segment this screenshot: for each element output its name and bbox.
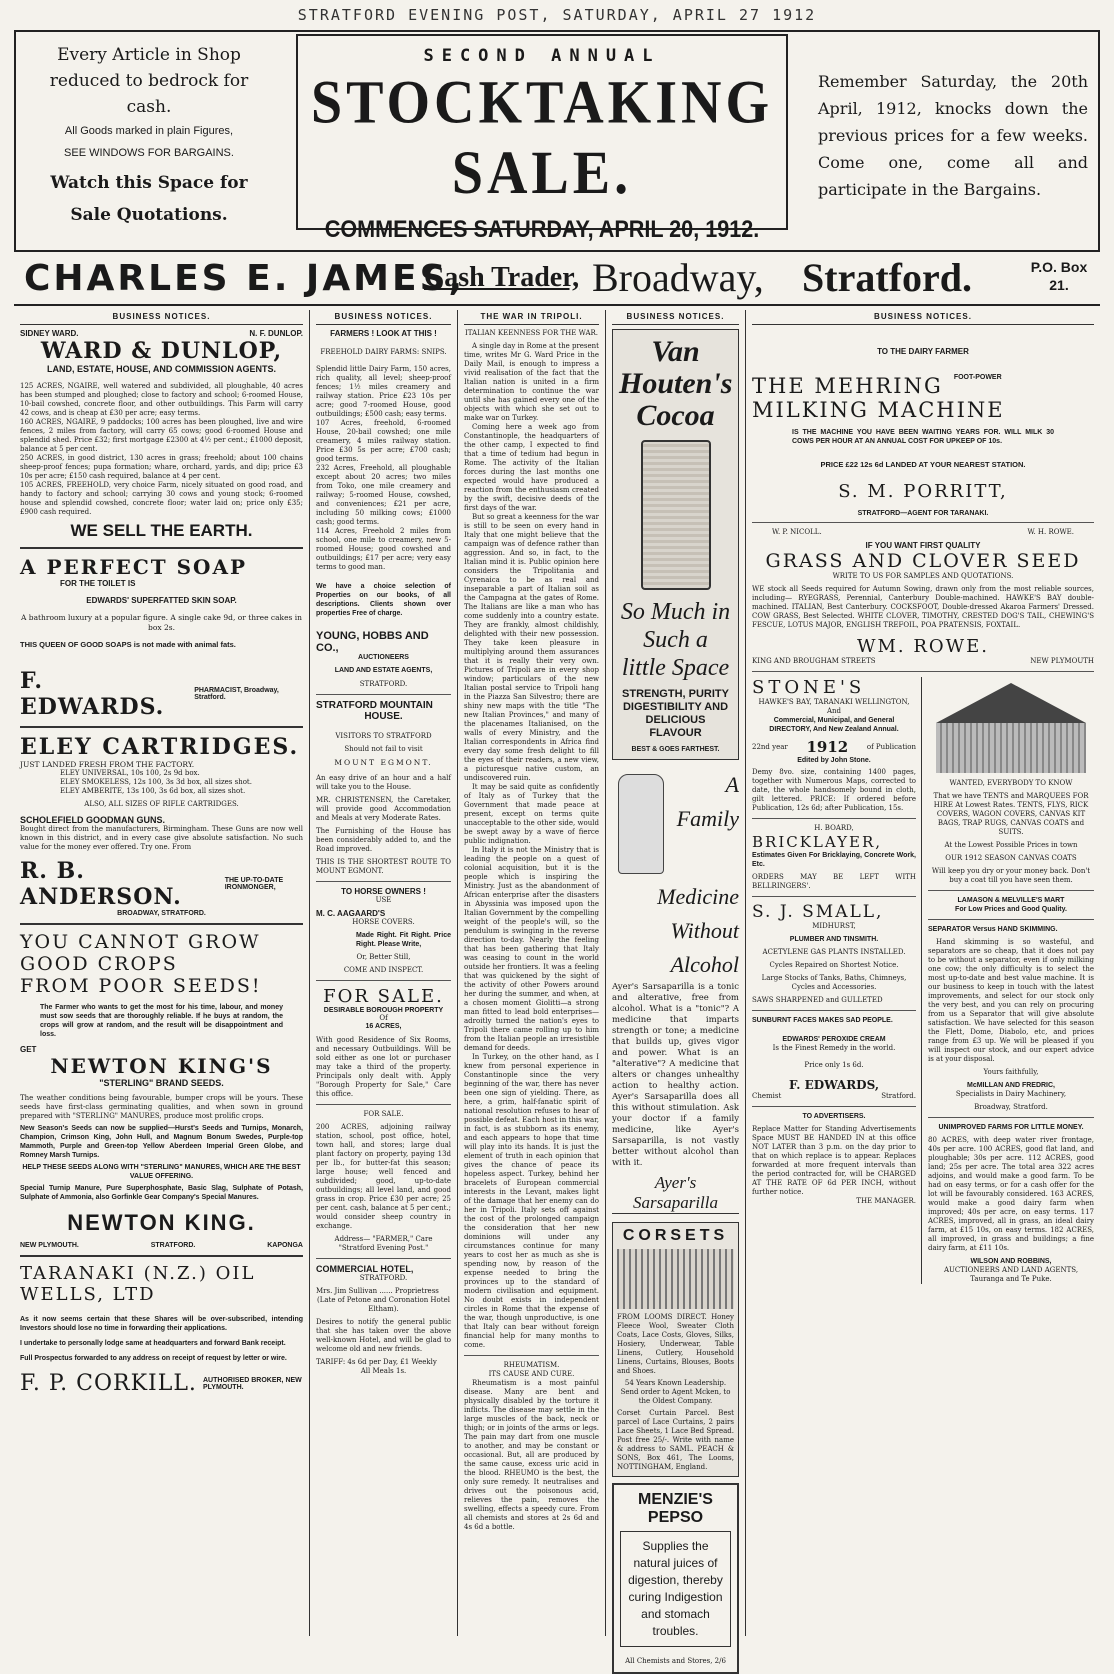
anderson-address: BROADWAY, STRATFORD. xyxy=(117,910,206,917)
seeds-title: YOU CANNOT GROW GOOD CROPS xyxy=(20,931,261,975)
lamason-sub: For Low Prices and Good Quality. xyxy=(955,906,1067,913)
farm-listing: 250 ACRES, in good district, 130 acres in grass; freehold; about 100 chains sheep-proof fences; pupa formation; whare, orchard, yards, and dip; price £3 10s per acre; £150 cash required, balance at 4 per cent. xyxy=(20,454,303,480)
column-header: BUSINESS NOTICES. xyxy=(752,312,1094,325)
farm-listing: 125 ACRES, NGAIRE, well watered and subdivided, all ploughable, 40 acres has been stumped and ploughed; close to factory and school; 6-roomed House, 10-bail cowshed, concrete floor, and other outbuildings. This Farm will carry 42 cows, and is cheap at £30 per acre; easy terms. xyxy=(20,382,303,417)
column-3 xyxy=(458,310,606,1636)
mcmillan-address: Broadway, Stratford. xyxy=(974,1103,1048,1111)
wilson-robbins-address: Tauranga and Te Puke. xyxy=(970,1275,1052,1283)
column-header: BUSINESS NOTICES. xyxy=(612,312,739,325)
column-header: THE WAR IN TRIPOLI. xyxy=(464,312,599,325)
war-paragraph: But so great a keenness for the war is still to be seen on every hand in Italy that one might believe that the campaign was of defence rather than aggression. And so, in fact, to the Italian mind it is. Public opinion here considers the Tripolitania and Cyrenaica to be as real and inseparable a part of Italian soil as the Campagna at the gates of Rome. The Italians are like a man who has come suddenly into a country estate. They are frankly, almost childishly, delighted with their new possession. They take keen pleasure in multiplying around them assurances that it is really their very own. Pictures of Tripoli are in every shop window; particulars of the new Italian postal service to Tripoli hang in the Piazza San Silvestro; there are shiny new maps with the title "The new Italian Provinces," and many of the placenames Italianised, on the walls of every Ministry, and the Italian correspondents in Africa find every day some fresh delight to fill the eyes of their readers, a new view, a picturesque native custom, an undiscovered ruin. xyxy=(464,513,599,782)
mh-line: Should not fail to visit xyxy=(344,745,423,753)
family-line: Without xyxy=(670,918,739,943)
board-title: H. BOARD, xyxy=(814,824,854,832)
grass-clover-sub: WRITE TO US FOR SAMPLES AND QUOTATIONS. xyxy=(832,572,1014,580)
stones-editor: Edited by John Stone. xyxy=(797,757,871,764)
for-sale-2-text: 200 ACRES, adjoining railway station, school, post office, hotel, town hall, and stores; large dual plant factory on property, paying 13d per lb., for butter-fat this season; large house; well fenced and subdivided; good, up-to-date outbuildings; all level land, and good grass in crop. Price £30 per acre; 25 per cent. cash, balance at 5 per cent.; would consider sheep country in exchange. xyxy=(316,1122,451,1230)
for-sale-sub: Of xyxy=(379,1013,388,1022)
horse-covers-list: Made Right. Fit Right. Price Right. Please Write, xyxy=(356,931,451,948)
eley-line: ELEY UNIVERSAL, 10s 100, 2s 9d box. xyxy=(60,769,200,777)
column-1 xyxy=(14,310,310,1636)
column-4 xyxy=(606,310,746,1665)
young-hobbs-address: STRATFORD. xyxy=(359,680,408,688)
column-2 xyxy=(310,310,458,1636)
family-line: Medicine xyxy=(657,884,739,909)
corsets-text: 54 Years Known Leadership. Send order to Agent Mcken, to the Oldest Company. xyxy=(620,1379,731,1405)
corsets-title: CORSETS xyxy=(622,1227,729,1244)
bricklayer-title: BRICKLAYER, xyxy=(752,833,883,851)
sale-left-line: Sale Quotations. xyxy=(70,205,228,225)
separator-text: Hand skimming is so wasteful, and separators are so cheap, that it does not pay to be without a separator, even if only milking one cow; the only difficulty is to select the most up-to-date and best value machine. It is our business to keep in touch with the latest improvements, and select for our stock only the very best, and you can rely on procuring from us a Separator that will give absolute satisfaction. We have selected for this season the Flett, Dome, Diabolo, etc, and prices range from £3 up. We will be pleased if you will inspect our stock, and our expert advice is at your disposal. xyxy=(928,938,1094,1063)
rheumatism-title: RHEUMATISM. xyxy=(503,1361,560,1369)
farm-snips-title: FREEHOLD DAIRY FARMS: SNIPS. xyxy=(320,348,447,356)
eley-title: ELEY CARTRIDGES. xyxy=(20,733,300,760)
eley-line: ELEY SMOKELESS, 12s 100, 3s 3d box, all sizes shot. xyxy=(60,778,252,786)
sale-left-line: reduced to bedrock for cash. xyxy=(49,71,249,117)
bricklayer-text: Estimates Given For Bricklaying, Concrete Work, Etc. xyxy=(752,852,916,868)
eley-sub: JUST LANDED FRESH FROM THE FACTORY. xyxy=(20,759,195,769)
soap-sub: FOR THE TOILET IS xyxy=(60,579,136,588)
rheumatism-sub: ITS CAUSE AND CURE. xyxy=(488,1370,575,1378)
farmers-look: FARMERS ! LOOK AT THIS ! xyxy=(330,329,437,338)
war-paragraph: It may be said quite as confidently of Italy as of Turkey that the Government that made peace at present, except on terms quite unacceptable to the other side, would be swept away by a wave of fierce public indignation. xyxy=(464,783,599,845)
rowe-address: NEW PLYMOUTH xyxy=(1030,657,1094,665)
sale-right-text: Remember Saturday, the 20th April, 1912, knocks down the previous prices for a few weeks. Come one, come all and participate in the Bargains. xyxy=(818,72,1088,199)
stones-text: Commercial, Municipal, and General DIRECTORY, And New Zealand Annual. xyxy=(769,717,899,733)
column-header: BUSINESS NOTICES. xyxy=(316,312,451,325)
mountain-house-title: STRATFORD MOUNTAIN xyxy=(316,700,433,711)
farm-listing: We have a choice selection of Properties on our books, of all descriptions. Clients shown over properties Free of charge. xyxy=(316,583,451,617)
cocoa-tin-icon xyxy=(641,440,711,590)
commercial-hotel-text: Desires to notify the general public that she has taken over the above well-known Hotel, and will be glad to welcome old and new friends. xyxy=(316,1317,451,1353)
for-sale-2-address: Address— "FARMER," Care "Stratford Evening Post." xyxy=(334,1234,433,1252)
mehring-text: IS THE MACHINE YOU HAVE BEEN WAITING YEARS FOR. WILL MILK 30 COWS PER HOUR AT AN ANNUAL COST FOR UPKEEP OF 10s. xyxy=(792,429,1054,445)
stocktaking-sale-ad xyxy=(14,30,1100,252)
seeds-text: The weather conditions being favourable, bumper crops will be yours. These seeds have first-class germinating qualities, and when sown in ground prepared with "STERLING" MANURES, produce most prolific crops. xyxy=(20,1094,303,1120)
stones-title: STONE'S xyxy=(752,677,866,698)
nk-town: NEW PLYMOUTH. xyxy=(20,1242,79,1249)
column-header: BUSINESS NOTICES. xyxy=(20,312,303,325)
seed-partner: W. H. ROWE. xyxy=(1027,528,1074,536)
family-line: A Family xyxy=(676,772,739,831)
mh-text: An easy drive of an hour and a half will take you to the House. xyxy=(316,773,451,791)
small-trade: PLUMBER AND TINSMITH. xyxy=(789,936,879,943)
banner-cash-trader: Cash Trader, xyxy=(424,262,580,293)
small-text: Large Stocks of Tanks, Baths, Chimneys, Cycles and Accessories. xyxy=(761,974,907,991)
mh-line: VISITORS TO STRATFORD xyxy=(335,732,432,740)
commercial-hotel-tariff: TARIFF: 4s 6d per Day, £1 Weekly xyxy=(316,1357,437,1366)
commercial-hotel-prop: Mrs. Jim Sullivan ...... Proprietress xyxy=(316,1286,439,1295)
corsets-text: FROM LOOMS DIRECT. Honey Fleece Wool, Sweater Cloth Coats, Lace Costs, Gloves, Silks, Hosiery, Underwear, Table Linens, Cutlery, Household Linens, Curtains, Blouses, Boots and Shoes. xyxy=(617,1313,734,1375)
for-sale-sub: DESIRABLE BOROUGH PROPERTY xyxy=(323,1006,444,1014)
newton-king-title: NEWTON KING'S xyxy=(50,1054,273,1078)
seeds-title: FROM POOR SEEDS! xyxy=(20,975,262,997)
bricklayer-orders: ORDERS MAY BE LEFT WITH BELLRINGERS'. xyxy=(752,873,916,890)
sale-left-line: All Goods marked in plain Figures, xyxy=(64,125,234,137)
van-houten-slogan: So Much in Such a little Space xyxy=(620,599,731,681)
dairy-farmer-title: TO THE DAIRY FARMER xyxy=(877,347,969,356)
stones-year-label: 22nd year xyxy=(752,742,788,751)
farm-listing: 232 Acres, Freehold, all ploughable except about 20 acres; two miles from Toko, one mile creamery and railway; 5-roomed House, cowshed, and conveniences; £21 per acre, including 50 milking cows; £1000 cash; good terms. xyxy=(316,464,451,526)
war-paragraph: In Italy it is not the Ministry that is leading the people on a quest of colonial acquisition, but it is the people which is inspiring the Ministry. Just as the abandonment of African enterprise after the disasters in Abyssinia was imposed upon the Italian Government by the compelling weight of the people's will, so the pendulum is swinging in the reverse direction to-day. Nearly the feeling that has been gathering that Italy was ceasing to count in the world outside her frontiers. It was a feeling that was quickened by the sight of the activity of other Powers around her during the summer, and when, at a chosen moment Giolitti—a strong man fitted to lead bold enterprises—adroitly turned the nation's eyes to Tripoli there came rolling up to him from the Italian people an irresistible demand for deeds. xyxy=(464,846,599,1052)
f-edwards-chemist: F. EDWARDS, xyxy=(788,1078,880,1092)
sale-left-line: SEE WINDOWS FOR BARGAINS. xyxy=(64,147,234,159)
seeds-get: GET xyxy=(20,1045,37,1054)
wm-rowe-title: WM. ROWE. xyxy=(856,636,990,657)
commercial-hotel-town: STRATFORD. xyxy=(359,1273,408,1282)
f-edwards-sub: PHARMACIST, Broadway, Stratford. xyxy=(194,686,279,701)
sunburnt-title: SUNBURNT FACES MAKES SAD PEOPLE. xyxy=(752,1017,893,1024)
eley-line: ELEY AMBERITE, 13s 100, 3s 6d box, all sizes shot. xyxy=(60,787,246,795)
aagaard-title: M. C. AAGAARD'S xyxy=(316,908,386,918)
van-houten-features: STRENGTH, PURITY DIGESTIBILITY AND DELICIOUS FLAVOUR xyxy=(622,688,729,739)
milking-machine-title: MILKING MACHINE xyxy=(752,398,1005,422)
f-edwards-title: F. EDWARDS. xyxy=(20,667,165,720)
advertisers-text: Replace Matter for Standing Advertisements Space MUST BE HANDED IN at this office NOT LATER than 3 p.m. on the day prior to that on which replace is to appear. Replaces forwarded at more frequent intervals than the period contracted for, will be CHARGED AT THE RATE OF 6d PER INCH, without further notice. xyxy=(752,1125,916,1196)
banner-pobox: P.O. Box 21. xyxy=(1030,259,1088,293)
partner-name: SIDNEY WARD. xyxy=(20,329,79,338)
mh-text: THIS IS THE SHORTEST ROUTE TO MOUNT EGMONT. xyxy=(316,857,451,875)
unimproved-text: 80 ACRES, with deep water river frontage, 40s per acre. 100 ACRES, good flat land, and ploughable; 30s per acre. 112 ACRES, good land; 25s per acre. The total area 322 acres adjoins, and would make a good farm. To be had on easy terms, or for a cash offer for the lot will be favourably considered. 163 ACRES, would make a good dairy farm when improved; 40s per acre, on easy terms. 117 ACRES, improved, all in grass, an ideal dairy farm, at £15 10s, on easy terms. 182 ACRES, all improved, in grass and buildings; a fine dairy farm, at £11 10s. xyxy=(928,1136,1094,1252)
column-5 xyxy=(746,310,1100,1636)
sale-left-line: Every Article in Shop xyxy=(57,45,241,65)
anderson-sub: THE UP-TO-DATE IRONMONGER, xyxy=(224,877,284,891)
farm-listing: 160 ACRES, NGAIRE, 9 paddocks; 100 acres has been ploughed, live and wire fences, 2 miles from factory, will carry 65 cows; good 6-roomed House and splendid shed. Price £32; first mortgage £2300 at 4½ per cent.; £1000 deposit, balance at 5 per cent. xyxy=(20,418,303,453)
seeds-text: HELP THESE SEEDS ALONG WITH "STERLING" MANURES, WHICH ARE THE BEST VALUE OFFERING. xyxy=(22,1164,301,1180)
farm-listing: 105 ACRES, FREEHOLD, very choice Farm, nicely situated on good road, and handy to factory and school; carrying 30 cows and young stock; 6-roomed house and splendid cowshed, concrete floor; water laid on; price only £35; £900 cash required. xyxy=(20,481,303,516)
peroxide-title: EDWARDS' PEROXIDE CREAM xyxy=(782,1036,886,1043)
ward-dunlop-title: WARD & DUNLOP, xyxy=(40,338,283,364)
soap-text: THIS QUEEN OF GOOD SOAPS is not made with animal fats. xyxy=(20,640,236,649)
van-houten-footer: BEST & GOES FARTHEST. xyxy=(631,746,720,753)
small-title: S. J. SMALL, xyxy=(752,902,884,922)
family-line: Alcohol xyxy=(670,952,739,977)
partner-name: N. F. DUNLOP. xyxy=(249,329,303,338)
advertisers-manager: THE MANAGER. xyxy=(856,1197,916,1205)
eley-line: ALSO, ALL SIZES OF RIFLE CARTRIDGES. xyxy=(84,800,239,808)
seeds-text: Special Turnip Manure, Pure Superphosphate, Basic Slag, Sulphate of Potash, Sulphate of Ammonia, also Gorfinkle Gear Company's Special Manures. xyxy=(20,1185,303,1201)
pepso-footer: All Chemists and Stores, 2/6 xyxy=(625,1657,726,1665)
mehring-title: THE MEHRING xyxy=(752,374,943,398)
war-subtitle: ITALIAN KEENNESS FOR THE WAR. xyxy=(464,329,599,337)
war-paragraph: A single day in Rome at the present time, writes Mr G. Ward Price in the Daily Mail, is enough to impress a vivid realisation of the fact that the Italian nation is united in a firm determination to continue the war until she has gained every one of the objects with which she set out to make war on Turkey. xyxy=(464,342,599,422)
for-sale-2-title: FOR SALE. xyxy=(363,1109,404,1118)
guns-title: SCHOLEFIELD GOODMAN GUNS. xyxy=(20,815,166,825)
mh-text: MR. CHRISTENSEN, the Caretaker, will provide good Accommodation and Meals at very Moderate Rates. xyxy=(316,795,451,822)
farm-listing: 107 Acres, freehold, 6-roomed House, 20-bail cowshed; one mile creamery, 4 miles railway station. Price £30 5s per acre; £700 cash; good terms. xyxy=(316,419,451,463)
for-sale-title: FOR SALE. xyxy=(323,985,444,1007)
wilson-robbins-title: WILSON AND ROBBINS, xyxy=(970,1258,1052,1265)
farm-listing: 114 Acres, Freehold 2 miles from school, one mile to creamery, new 5-roomed House; good cowshed and outbuildings; £17 per acre; very easy terms to good man. xyxy=(316,527,451,571)
unimproved-title: UNIMPROVED FARMS FOR LITTLE MONEY. xyxy=(938,1124,1084,1131)
banner-name: CHARLES E. JAMES, xyxy=(24,258,466,299)
oil-wells-title: TARANAKI (N.Z.) OIL WELLS, LTD xyxy=(20,1263,256,1305)
young-hobbs-title: YOUNG, HOBBS AND CO., xyxy=(316,630,429,654)
chemist-label: Chemist xyxy=(752,1092,782,1100)
oil-wells-text: Full Prospectus forwarded to any address on receipt of request by letter or wire. xyxy=(20,1355,287,1362)
seeds-text: The Farmer who wants to get the most for his time, labour, and money must sow seeds that are thoroughly reliable. If he buys at random, the crops will grow at random, and the result will be disappointment and loss. xyxy=(40,1004,283,1038)
for-sale-text: With good Residence of Six Rooms, and necessary Outbuildings. Will be sold either as one lot or purchaser may take a third of the property. Principals only dealt with. Apply "Borough Property for Sale," Care this office. xyxy=(316,1035,451,1098)
sale-center-box xyxy=(296,34,788,243)
young-hobbs-sub: LAND AND ESTATE AGENTS, xyxy=(334,667,433,674)
horse-covers: HORSE COVERS. xyxy=(352,917,415,926)
quality-title: IF YOU WANT FIRST QUALITY xyxy=(865,541,981,550)
war-paragraph: In Turkey, on the other hand, as I knew from personal experience in Constantinople since the very beginning of the war, there has never been one sign of yielding. There, as here, a grim, half-fanatic spirit of national resolution refuses to hear of possible defeat. Each host in this war, in fact, is as stubborn as its enemy, and each appears to hope that time will play into its hands. It is just the element of truth in each opinion that gives the chance of peace its hopeless aspect. Turkey, behind her bracelets of European commercial interests in the Levant, makes light of the damage that her enemy can do her in Tripoli. Italy sets off against the cost of the prolonged campaign the consideration that her new dominions will under any circumstances continue for many years to cost her as much as she is spending now, by reason of the expense needed to bring the provinces up to the standard of modern civilisation and equipment. No doubt exists in independent circles in Rome that the expense of the war, though unproductive, is one that Italy can bear without foreign financial help for many months to come. xyxy=(464,1053,599,1349)
stones-and: And xyxy=(826,707,842,715)
farm-listing: Splendid little Dairy Farm, 150 acres, rich quality, all level; sheep-proof fences; 1½ miles creamery and railway station. Price £23 10s per acre; good 7-roomed House, good outbuildings; £500 cash; easy terms. xyxy=(316,365,451,418)
mcmillan-sub: Specialists in Dairy Machinery, xyxy=(955,1090,1067,1098)
stones-text: HAWKE'S BAY, TARANAKI WELLINGTON, xyxy=(758,698,910,706)
seed-partner: W. P. NICOLL. xyxy=(772,528,822,536)
peroxide-price: Price only 1s 6d. xyxy=(804,1061,864,1069)
guns-text: Bought direct from the manufacturers, Birmingham. These Guns are now well known in this district, and in every case give absolute satisfaction. No such value for the money ever offered. Try one. From xyxy=(20,825,303,851)
van-houten-title: Van Houten's xyxy=(619,335,733,400)
porritt-title: S. M. PORRITT, xyxy=(838,481,1008,502)
horse-owners-title: TO HORSE OWNERS ! xyxy=(341,886,426,896)
pepso-text: Supplies the natural juices of digestion, thereby curing Indigestion and stomach troubles. xyxy=(620,1531,731,1647)
canvas-coats: OUR 1912 SEASON CANVAS COATS xyxy=(945,854,1077,862)
soap-text: A bathroom luxury at a popular figure. A single cake 9d, or three cakes in box 2s. xyxy=(20,613,303,632)
for-sale-acres: 16 ACRES, xyxy=(365,1022,402,1030)
commercial-hotel-title: COMMERCIAL HOTEL, xyxy=(316,1263,414,1274)
sale-title: STOCKTAKING SALE. xyxy=(310,68,774,208)
mh-line: MOUNT EGMONT. xyxy=(334,758,433,767)
banner-stratford: Stratford. xyxy=(802,255,972,300)
ward-dunlop-subtitle: LAND, ESTATE, HOUSE, AND COMMISSION AGENTS. xyxy=(46,364,276,374)
corsets-text: Corset Curtain Parcel. Best parcel of Lace Curtains, 2 pairs Lace Sheets, 1 Lace Bed Spread. Post free 25/-. Write with name & address to SAML. PEACH & SONS, Box 461, The Looms, NOTTINGHAM, England. xyxy=(617,1409,734,1471)
lace-curtain-icon xyxy=(617,1249,734,1309)
mh-text: The Furnishing of the House has been considerably added to, and the Road improved. xyxy=(316,826,451,853)
ayer-ad xyxy=(612,768,739,982)
small-acetylene: ACETYLENE GAS PLANTS INSTALLED. xyxy=(762,948,906,956)
mcmillan-title: McMILLAN AND FREDRIC, xyxy=(966,1082,1055,1089)
sterling-brand: "STERLING" BRAND SEEDS. xyxy=(99,1078,224,1088)
commercial-hotel-meals: All Meals 1s. xyxy=(360,1366,407,1375)
peroxide-sub: Is the Finest Remedy in the world. xyxy=(772,1044,896,1052)
separator-title: SEPARATOR Versus HAND SKIMMING. xyxy=(928,926,1058,933)
seeds-text: New Season's Seeds can now be supplied—Hurst's Seeds and Turnips, Monarch, Champion, Crimson King, John Hull, and Magnum Bonum Swedes, Purple-top Mammoth, Purple and Green-top Yellow Aberdeen Imperial Green Globe, and Romney Marsh Turnips. xyxy=(20,1125,303,1159)
cocoa-title: Cocoa xyxy=(636,399,715,432)
sale-second-annual: SECOND ANNUAL xyxy=(423,46,661,66)
corsets-ad xyxy=(612,1222,739,1477)
charles-james-banner xyxy=(14,254,1100,306)
soap-name: EDWARDS' SUPERFATTED SKIN SOAP. xyxy=(86,596,237,605)
newton-king-big: NEWTON KING. xyxy=(67,1210,256,1235)
newspaper-masthead: STRATFORD EVENING POST, SATURDAY, APRIL 27 1912 xyxy=(297,6,817,24)
grass-clover-text: WE stock all Seeds required for Autumn Sowing, drawn only from the most reliable sources, including— RYEGRASS, Perennial, Canterbury Double-machined. HAWKE'S BAY double-machined. ITALIAN, Best Canterbury. COCKSFOOT, Double-dressed Akaroa Farmers' Dressed. COW GRASS, Best Selected. WHITE CLOVER, TIMOTHY, CRESTED DOG'S TAIL, CHEWING'S FESCUE, LOTUS MAJOR, ENGLISH TREFOIL, POA PRATENSIS, FOXTAIL. xyxy=(752,585,1094,629)
nk-town: STRATFORD. xyxy=(150,1242,196,1249)
sale-left-text xyxy=(26,42,272,228)
horse-use: USE xyxy=(375,895,392,904)
young-hobbs-sub: AUCTIONEERS xyxy=(358,654,409,661)
soap-title: A PERFECT SOAP xyxy=(20,555,248,579)
rowe-address: KING AND BROUGHAM STREETS xyxy=(752,657,876,665)
we-sell-the-earth: WE SELL THE EARTH. xyxy=(70,521,253,540)
advertisers-title: TO ADVERTISERS. xyxy=(802,1113,866,1120)
pepso-ad xyxy=(612,1483,739,1674)
oil-wells-text: I undertake to personally lodge same at headquarters and forward Bank receipt. xyxy=(20,1340,286,1347)
oil-wells-text: As it now seems certain that these Shares will be over-subscribed, intending Investors should lose no time in forwarding their applications. xyxy=(20,1316,303,1332)
stones-year: 1912 xyxy=(806,738,849,756)
sale-date: COMMENCES SATURDAY, APRIL 20, 1912. xyxy=(324,216,760,243)
separator-sign: Yours faithfully, xyxy=(983,1068,1039,1076)
mehring-price: PRICE £22 12s 6d LANDED AT YOUR NEAREST STATION. xyxy=(820,460,1026,469)
war-paragraph: Coming here a week ago from Constantinople, the headquarters of the other camp, I expected to find that a time of tedium had begun in Rome. The activity of the Italian forces during the last months one expected would have produced a reaction from the enthusiasm created by the swift, decisive deeds of the first days of the war. xyxy=(464,423,599,512)
ayer-text: Ayer's Sarsaparilla is a tonic and alterative, free from alcohol. What is a "tonic"? A medicine that imparts strength or tone; a medicine that builds up, gives vigor and power. What is an "alterative"? A medicine that alters or changes unhealthy action to healthy action. Ayer's Sarsaparilla does all this without stimulation. Ask your doctor if a family medicine, like Ayer's Sarsaparilla, is not vastly better without alcohol than with it. xyxy=(612,982,739,1168)
corkill-sub: AUTHORISED BROKER, NEW PLYMOUTH. xyxy=(203,1376,302,1391)
van-houten-ad xyxy=(612,329,739,760)
nk-town: KAPONGA xyxy=(267,1242,303,1249)
mountain-house-title: HOUSE. xyxy=(364,711,403,722)
wilson-robbins-sub: AUCTIONEERS AND LAND AGENTS, xyxy=(943,1266,1079,1274)
anderson-title: R. B. ANDERSON. xyxy=(20,858,182,910)
canvas-keep: Will keep you dry or your money back. Don't buy a coat till you have seen them. xyxy=(931,867,1091,884)
chemist-town: Stratford. xyxy=(881,1092,916,1100)
porritt-sub: STRATFORD—AGENT FOR TARANAKI. xyxy=(857,510,989,517)
wanted-title: WANTED, EVERYBODY TO KNOW xyxy=(949,779,1073,787)
bottle-icon xyxy=(618,774,664,874)
sale-left-line: Watch this Space for xyxy=(50,173,248,193)
small-text: Cycles Repaired on Shortest Notice. xyxy=(769,961,899,969)
horse-covers-text: COME AND INSPECT. xyxy=(343,965,424,974)
lamason-title: LAMASON & MELVILLE'S MART xyxy=(957,897,1065,904)
ayer-name: Ayer's Sarsaparilla xyxy=(612,1173,739,1214)
pepso-title: MENZIE'S PEPSO xyxy=(638,1491,713,1526)
corkill-title: F. P. CORKILL. xyxy=(20,1371,197,1396)
horse-covers-text: Or, Better Still, xyxy=(356,952,411,961)
foot-power: FOOT-POWER xyxy=(953,374,1002,381)
stones-year-label: of Publication xyxy=(866,742,916,751)
banner-broadway: Broadway, xyxy=(592,255,764,300)
wanted-text: That we have TENTS and MARQUEES FOR HIRE At Lowest Rates. TENTS, FLYS, RICK COVERS, WAGON COVERS, CANVAS KIT BAGS, TRAP RUGS, CANVAS COATS and SUITS. xyxy=(933,792,1089,836)
small-saws: SAWS SHARPENED and GULLETED xyxy=(752,996,883,1004)
commercial-hotel-late: (Late of Petone and Coronation Hotel Eltham). xyxy=(317,1295,450,1313)
wanted-text: At the Lowest Possible Prices in town xyxy=(944,841,1078,849)
rheumatism-text: Rheumatism is a most painful disease. Many are bent and physically disabled by the torture it inflicts. The disease may settle in the large muscles of the back, neck or thigh; or in joints of the arms or legs. The pain may dart from one muscle to another, and may be constant or occasional. But, all are produced by the same cause, excess uric acid in the blood. RHEUMO is the best, the only sure remedy. It neutralises and drives out the poisonous acid, relieves the pain, removes the swelling, effects a speedy cure. From all chemists and stores at 2s 6d and 4s 6d a bottle. xyxy=(464,1379,599,1531)
tent-icon xyxy=(936,683,1086,773)
stones-text: Demy 8vo. size, containing 1400 pages, together with Numerous Maps, corrected to date, the whole handsomely bound in cloth, gilt lettered. PRICE: If ordered before Publication, 12s 6d; after Publication, 15s. xyxy=(752,768,916,812)
small-town: MIDHURST, xyxy=(812,922,856,930)
grass-clover-title: GRASS AND CLOVER SEED xyxy=(765,550,1081,572)
